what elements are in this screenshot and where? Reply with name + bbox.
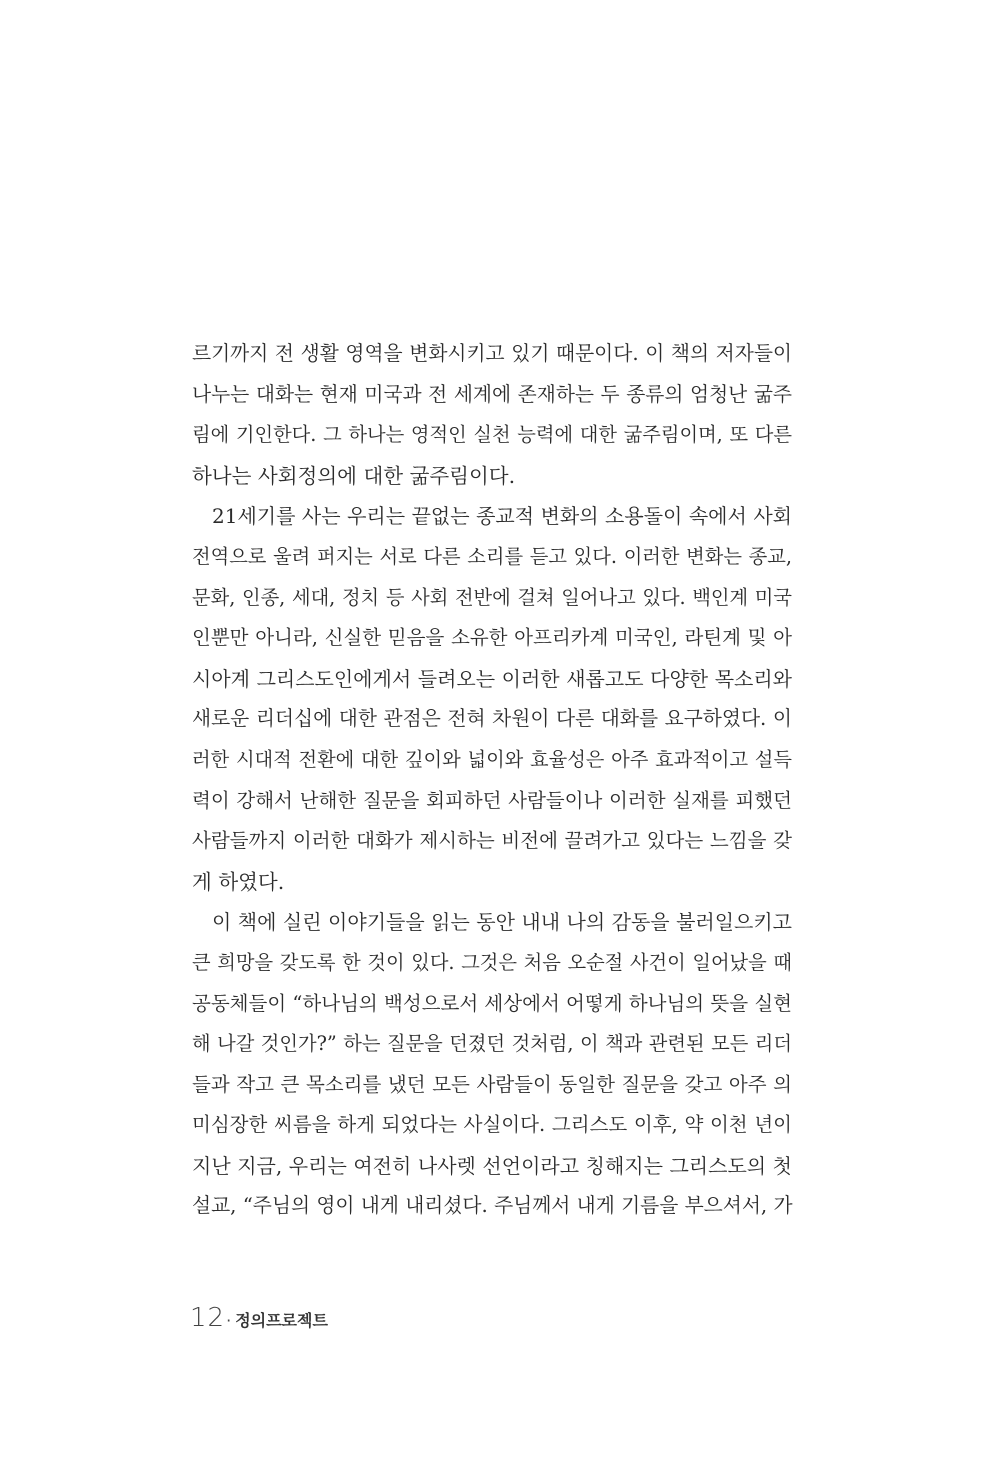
paragraph-2 xyxy=(192,496,792,902)
body-text xyxy=(192,334,792,1227)
text-line: 시아계 그리스도인에게서 들려오는 이러한 새롭고도 다양한 목소리와 xyxy=(192,666,792,691)
text-line: 이 책에 실린 이야기들을 읽는 동안 내내 나의 감동을 불러일으키고 xyxy=(212,910,792,935)
text-line: 21세기를 사는 우리는 끝없는 종교적 변화의 소용돌이 속에서 사회 xyxy=(212,504,792,529)
text-line: 하나는 사회정의에 대한 굶주림이다. xyxy=(192,463,516,488)
paragraph-1 xyxy=(192,334,792,496)
text-line: 전역으로 울려 퍼지는 서로 다른 소리를 듣고 있다. 이러한 변화는 종교, xyxy=(192,544,792,568)
text-line: 큰 희망을 갖도록 한 것이 있다. 그것은 처음 오순절 사건이 일어났을 때 xyxy=(192,950,792,974)
text-line: 들과 작고 큰 목소리를 냈던 모든 사람들이 동일한 질문을 갖고 아주 의 xyxy=(192,1072,792,1096)
text-line: 해 나갈 것인가?” 하는 질문을 던졌던 것처럼, 이 책과 관련된 모든 리더 xyxy=(192,1032,792,1056)
running-book-title: 정의프로젝트 xyxy=(235,1311,328,1330)
text-line: 미심장한 씨름을 하게 되었다는 사실이다. 그리스도 이후, 약 이천 년이 xyxy=(192,1113,792,1137)
text-line: 르기까지 전 생활 영역을 변화시키고 있기 때문이다. 이 책의 저자들이 xyxy=(192,342,792,365)
text-line: 문화, 인종, 세대, 정치 등 사회 전반에 걸쳐 일어나고 있다. 백인계 미국 xyxy=(192,585,792,609)
text-line: 인뿐만 아니라, 신실한 믿음을 소유한 아프리카계 미국인, 라틴계 및 아 xyxy=(192,626,792,650)
text-line: 러한 시대적 전환에 대한 깊이와 넓이와 효율성은 아주 효과적이고 설득 xyxy=(192,747,792,771)
text-line: 나누는 대화는 현재 미국과 전 세계에 존재하는 두 종류의 엄청난 굶주 xyxy=(192,382,792,406)
text-line: 공동체들이 “하나님의 백성으로서 세상에서 어떻게 하나님의 뜻을 실현 xyxy=(192,991,792,1015)
text-line: 지난 지금, 우리는 여전히 나사렛 선언이라고 칭해지는 그리스도의 첫 xyxy=(192,1153,792,1178)
text-line: 사람들까지 이러한 대화가 제시하는 비전에 끌려가고 있다는 느낌을 갖 xyxy=(192,829,792,853)
footer-separator: · xyxy=(226,1311,232,1330)
text-line: 림에 기인한다. 그 하나는 영적인 실천 능력에 대한 굶주림이며, 또 다른 xyxy=(192,423,792,447)
paragraph-3 xyxy=(192,902,792,1227)
text-line: 력이 강해서 난해한 질문을 회피하던 사람들이나 이러한 실재를 피했던 xyxy=(192,788,792,812)
page-footer xyxy=(190,1303,328,1343)
text-line: 게 하였다. xyxy=(192,869,285,894)
text-line: 설교, “주님의 영이 내게 내리셨다. 주님께서 내게 기름을 부으셔서, 가 xyxy=(192,1194,793,1218)
page-number: 12 xyxy=(190,1303,226,1333)
text-line: 새로운 리더십에 대한 관점은 전혀 차원이 다른 대화를 요구하였다. 이 xyxy=(192,707,792,731)
